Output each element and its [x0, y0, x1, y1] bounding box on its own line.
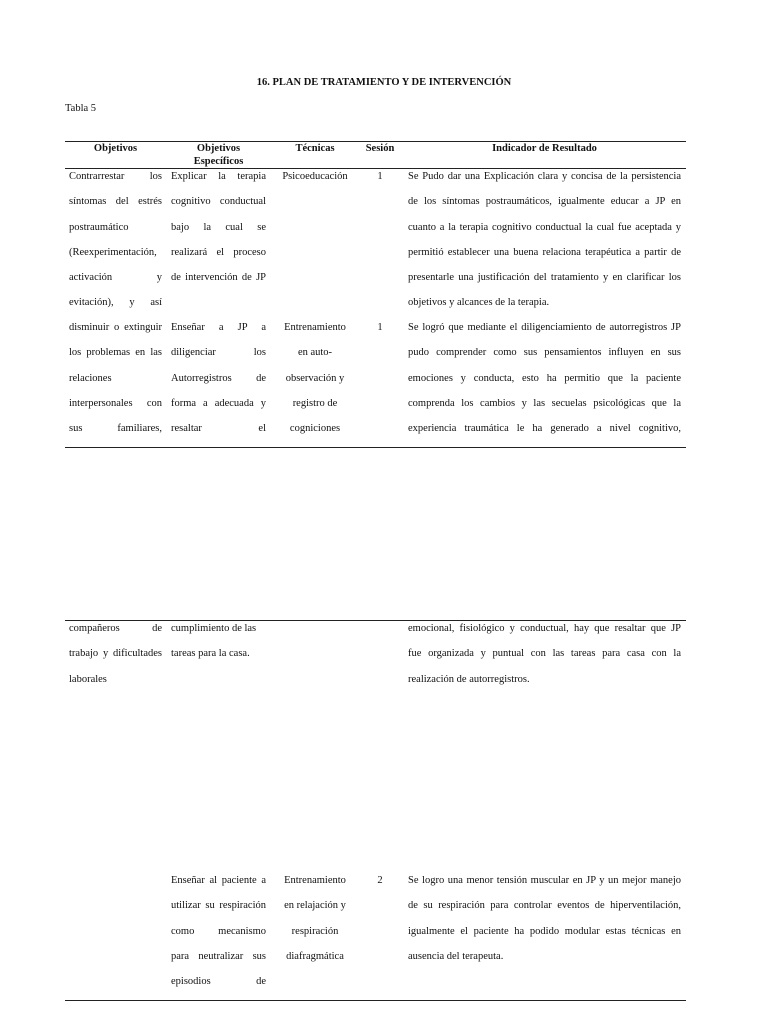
block-0-objetivos	[69, 164, 162, 316]
text-line: cumplimiento de las	[171, 623, 257, 634]
text-line: permitió establecer una buena relaciona terapéutica a partir de	[408, 246, 681, 258]
header-especificos-line-2: Específicos	[193, 156, 244, 167]
text-line: objetivos y alcances de la terapia.	[408, 297, 550, 309]
text-line: realizará el proceso	[171, 246, 266, 258]
header-sesion: Sesión	[365, 143, 395, 154]
block-1-indicador	[408, 315, 681, 441]
text-line: diafragmática	[286, 950, 344, 962]
text-line: sus familiares,	[69, 423, 162, 435]
text-line: disminuir o extinguir	[69, 322, 162, 333]
document-title: 16. PLAN DE TRATAMIENTO Y DE INTERVENCIÓN	[256, 77, 512, 88]
block-1-sesion: 1	[377, 322, 383, 333]
text-line: en relajación y	[284, 900, 346, 912]
text-line: postraumático	[69, 221, 129, 233]
text-line: respiración	[291, 925, 339, 937]
text-line: episodios de	[171, 976, 266, 988]
block-2-indicador	[408, 616, 681, 692]
text-line: observación y	[285, 372, 345, 384]
text-line: cuanto a la terapia cognitivo conductual la cual fue aceptada y	[408, 221, 681, 233]
text-line: síntomas del estrés	[69, 196, 162, 208]
block-3-especificos	[171, 868, 266, 994]
text-line: Se logró que mediante el diligenciamiento de autorregistros JP	[408, 322, 681, 333]
text-line: Se logro una menor tensión muscular en JP y un mejor manejo	[408, 875, 681, 886]
text-line: de los síntomas postraumáticos, igualmente educar a JP en	[408, 196, 681, 208]
text-line: compañeros de	[69, 623, 162, 634]
block-3-tecnicas	[276, 868, 354, 969]
header-objetivos: Objetivos	[93, 143, 138, 154]
block-0-indicador	[408, 164, 681, 316]
text-line: fue organizada y puntual con las tareas para casa con la	[408, 648, 681, 660]
block-1-objetivos	[69, 315, 162, 441]
text-line: Autorregistros de	[171, 372, 266, 384]
text-line: (Reexperimentación,	[69, 246, 157, 258]
text-line: interpersonales con	[69, 397, 162, 409]
text-line: en auto-	[297, 347, 333, 359]
text-line: Entrenamiento	[284, 875, 346, 886]
text-line: emociones y conducta, esto ha permitio que la paciente	[408, 372, 681, 384]
text-line: de intervención de JP	[171, 272, 266, 284]
text-line: como mecanismo	[171, 925, 266, 937]
block-1-tecnicas	[276, 315, 354, 441]
text-line: utilizar su respiración	[171, 900, 266, 912]
text-line: laborales	[69, 673, 107, 685]
block-0-especificos	[171, 164, 266, 290]
text-line: resaltar el	[171, 423, 266, 435]
block-2-objetivos	[69, 616, 162, 692]
text-line: activación y	[69, 272, 162, 284]
text-line: experiencia traumática le ha generado a nivel cognitivo,	[408, 423, 681, 435]
block-3-sesion: 2	[377, 875, 383, 886]
text-line: los problemas en las	[69, 347, 162, 359]
block-3-indicador	[408, 868, 681, 969]
text-line: bajo la cual se	[171, 221, 266, 233]
table-label: Tabla 5	[65, 103, 97, 114]
text-line: evitación), y así	[69, 297, 162, 309]
text-line: Explicar la terapia	[171, 171, 266, 182]
header-especificos-line-1: Objetivos	[196, 143, 241, 154]
page-break-rule	[65, 447, 686, 448]
header-tecnicas: Técnicas	[295, 143, 335, 154]
header-indicador: Indicador de Resultado	[492, 143, 597, 154]
text-line: presentarle una justificación del tratamiento y en clarificar los	[408, 272, 681, 284]
text-line: Enseñar al paciente a	[171, 875, 266, 886]
text-line: forma a adecuada y	[171, 397, 266, 409]
text-line: Contrarrestar los	[69, 171, 162, 182]
text-line: Entrenamiento	[284, 322, 346, 333]
block-2-especificos	[171, 616, 266, 667]
text-line: para neutralizar sus	[171, 950, 266, 962]
text-line: realización de autorregistros.	[408, 673, 530, 685]
table-bottom-rule	[65, 1000, 686, 1001]
text-line: igualmente el paciente ha podido modular estas técnicas en	[408, 925, 681, 937]
text-line: Enseñar a JP a	[171, 322, 266, 333]
text-line: diligenciar los	[171, 347, 266, 359]
text-line: ausencia del terapeuta.	[408, 950, 504, 962]
text-line: cognitivo conductual	[171, 196, 266, 208]
text-line: comprenda los cambios y las secuelas psicológicas que la	[408, 397, 681, 409]
block-0-sesion: 1	[377, 171, 383, 182]
text-line: Se Pudo dar una Explicación clara y concisa de la persistencia	[408, 171, 681, 182]
text-line: pudo comprender como sus pensamientos influyen en sus	[408, 347, 681, 359]
text-line: relaciones	[69, 372, 112, 384]
text-line: tareas para la casa.	[171, 648, 250, 660]
text-line: Psicoeducación	[282, 171, 348, 182]
text-line: registro de	[292, 397, 338, 409]
block-1-especificos	[171, 315, 266, 441]
text-line: de su respiración para controlar eventos de hiperventilación,	[408, 900, 681, 912]
text-line: cogniciones	[289, 423, 341, 435]
block-0-tecnicas	[276, 164, 354, 189]
text-line: trabajo y dificultades	[69, 648, 162, 660]
text-line: emocional, fisiológico y conductual, hay que resaltar que JP	[408, 623, 681, 634]
